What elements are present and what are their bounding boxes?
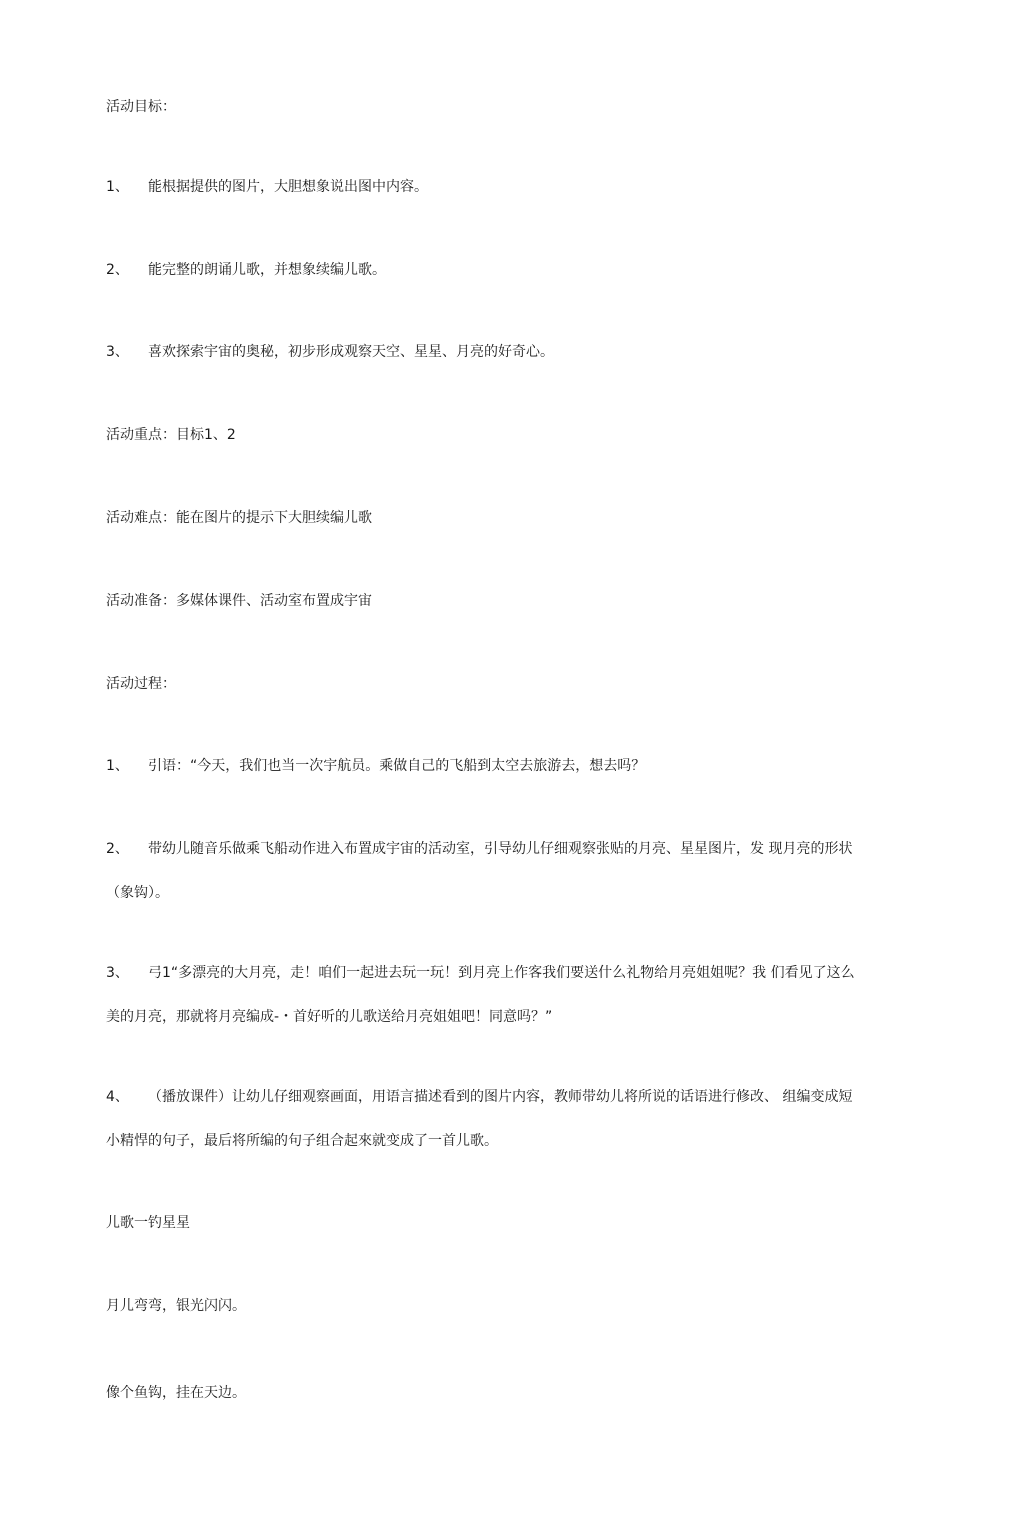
poem-title: 儿歌一钓星星 xyxy=(106,1215,190,1231)
activity-preparation: 活动准备：多媒体课件、活动室布置成宇宙 xyxy=(106,593,372,609)
objective-item xyxy=(106,177,428,197)
process-step xyxy=(106,756,645,776)
objective-text: 能完整的朗诵儿歌，并想象续编儿歌。 xyxy=(148,262,386,278)
poem-line: 像个鱼钩，挂在天边。 xyxy=(106,1385,246,1401)
process-heading: 活动过程： xyxy=(106,676,176,692)
step-text-continued: 小精悍的句子，最后将所编的句子组合起來就变成了一首儿歌。 xyxy=(106,1133,498,1149)
step-number: 2、 xyxy=(106,841,129,857)
step-text-continued: 美的月亮，那就将月亮编成-・首好听的儿歌送给月亮姐姐吧！同意吗？” xyxy=(106,1009,553,1025)
step-text: 带幼儿随音乐做乘飞船动作进入布置成宇宙的活动室，引导幼儿仔细观察张贴的月亮、星星图片，发 现月亮的形状 xyxy=(148,841,853,857)
objectives-heading: 活动目标： xyxy=(106,99,176,115)
objective-text: 能根据提供的图片，大胆想象说出图中内容。 xyxy=(148,179,428,195)
activity-focus: 活动重点：目标1、2 xyxy=(106,427,236,443)
objective-number: 1、 xyxy=(106,179,129,195)
step-text: 弓1“多漂亮的大月亮，走！咱们一起进去玩一玩！到月亮上作客我们要送什么礼物给月亮姐姐呢？我 们看见了这么 xyxy=(148,965,855,981)
activity-difficulty: 活动难点：能在图片的提示下大胆续编儿歌 xyxy=(106,510,372,526)
step-text-continued: （象钩）。 xyxy=(106,885,169,901)
step-text: 引语：“今天，我们也当一次宇航员。乘做自己的飞船到太空去旅游去，想去吗？ xyxy=(148,758,646,774)
step-number: 1、 xyxy=(106,758,129,774)
step-text: （播放课件）让幼儿仔细观察画面，用语言描述看到的图片内容，教师带幼儿将所说的话语进行修改、 组编变成短 xyxy=(148,1089,853,1105)
objective-item xyxy=(106,260,386,280)
step-number: 4、 xyxy=(106,1089,129,1105)
objective-text: 喜欢探索宇宙的奥秘，初步形成观察天空、星星、月亮的好奇心。 xyxy=(148,344,554,360)
objective-item xyxy=(106,342,554,362)
process-step xyxy=(106,1087,921,1151)
objective-number: 2、 xyxy=(106,262,129,278)
process-step xyxy=(106,839,921,903)
objective-number: 3、 xyxy=(106,344,129,360)
step-number: 3、 xyxy=(106,965,129,981)
poem-line: 月儿弯弯，银光闪闪。 xyxy=(106,1298,246,1314)
process-step xyxy=(106,963,921,1027)
